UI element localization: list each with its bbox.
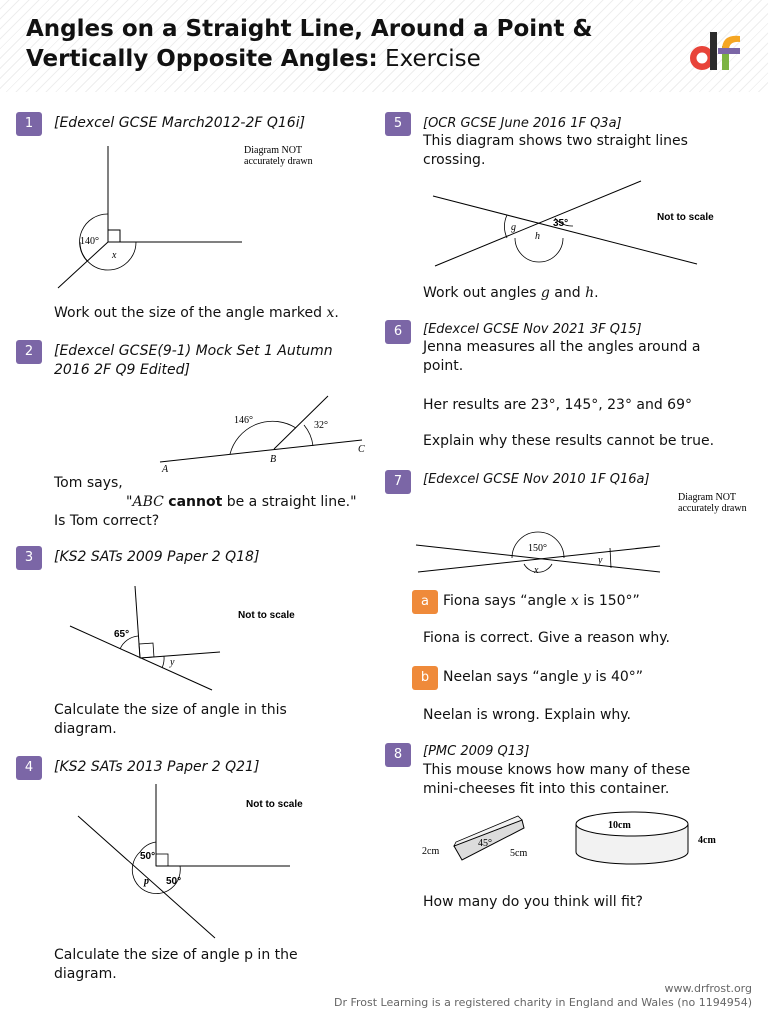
page-title bbox=[26, 14, 593, 74]
question-text: This diagram shows two straight lines bbox=[423, 133, 688, 149]
question-source: [OCR GCSE June 2016 1F Q3a] bbox=[423, 116, 622, 131]
question-text: diagram. bbox=[54, 966, 117, 982]
question-text: Is Tom correct? bbox=[54, 513, 160, 529]
question-text: point. bbox=[423, 358, 464, 374]
question-text: Explain why these results cannot be true. bbox=[423, 433, 715, 449]
angle-label: 65° bbox=[114, 629, 130, 640]
footer-url: www.drfrost.org bbox=[664, 982, 752, 995]
question-source: [Edexcel GCSE March2012-2F Q16i] bbox=[54, 115, 306, 131]
dimension-label: 2cm bbox=[422, 846, 440, 857]
question-text: Neelan says “angle y is 40°” bbox=[443, 669, 644, 685]
point-label: B bbox=[270, 454, 277, 465]
question-text: mini-cheeses fit into this container. bbox=[423, 781, 670, 797]
question-number-badge: 8 bbox=[385, 743, 411, 767]
q4-angle-diagram bbox=[70, 780, 320, 940]
angle-label: 140° bbox=[80, 236, 99, 247]
dimension-label: 5cm bbox=[510, 848, 528, 859]
question-text: How many do you think will fit? bbox=[423, 894, 643, 910]
dimension-label: 10cm bbox=[608, 820, 631, 831]
question-source: [KS2 SATs 2013 Paper 2 Q21] bbox=[54, 759, 260, 775]
x-label: x bbox=[112, 250, 117, 261]
question-text: Work out the size of the angle marked x. bbox=[54, 305, 339, 321]
question-number-badge: 3 bbox=[16, 546, 42, 570]
angle-label: 32° bbox=[314, 420, 328, 431]
angle-label: 50° bbox=[166, 876, 182, 887]
question-source: 2016 2F Q9 Edited] bbox=[54, 362, 190, 378]
q8-cheese-diagram bbox=[420, 802, 740, 880]
y-label: y bbox=[170, 657, 175, 668]
question-number-badge: 1 bbox=[16, 112, 42, 136]
question-text: Jenna measures all the angles around a bbox=[423, 339, 701, 355]
diagram-note: Not to scale bbox=[238, 610, 295, 621]
angle-label: 45° bbox=[478, 838, 492, 849]
dimension-label: 4cm bbox=[698, 835, 716, 846]
q3-angle-diagram bbox=[60, 578, 320, 698]
question-number-badge: 7 bbox=[385, 470, 411, 494]
question-text: Calculate the size of angle p in the bbox=[54, 947, 298, 963]
g-label: g bbox=[511, 222, 516, 233]
question-source: [KS2 SATs 2009 Paper 2 Q18] bbox=[54, 549, 260, 565]
question-text: "ABC cannot be a straight line." bbox=[126, 494, 357, 510]
question-text: diagram. bbox=[54, 721, 117, 737]
question-source: [Edexcel GCSE(9-1) Mock Set 1 Autumn bbox=[54, 343, 333, 359]
q5-crossing-lines-diagram bbox=[425, 176, 725, 272]
angle-label: 35° bbox=[553, 218, 569, 229]
drfrost-logo-icon bbox=[688, 28, 746, 74]
point-label: C bbox=[358, 444, 365, 455]
part-badge-a: a bbox=[412, 590, 438, 614]
question-number-badge: 5 bbox=[385, 112, 411, 136]
part-badge-b: b bbox=[412, 666, 438, 690]
question-number-badge: 2 bbox=[16, 340, 42, 364]
q1-angle-diagram bbox=[50, 138, 340, 298]
title-line-1: Angles on a Straight Line, Around a Point & bbox=[26, 16, 593, 42]
question-text: This mouse knows how many of these bbox=[423, 762, 691, 778]
angle-label: 146° bbox=[234, 415, 253, 426]
title-line-2: Vertically Opposite Angles: Exercise bbox=[26, 46, 481, 72]
point-label: A bbox=[162, 464, 169, 475]
q7-angle-diagram bbox=[410, 488, 760, 580]
diagram-note: accurately drawn bbox=[678, 503, 747, 514]
question-text: Work out angles g and h. bbox=[423, 285, 599, 301]
question-source: [Edexcel GCSE Nov 2010 1F Q16a] bbox=[423, 472, 650, 487]
question-number-badge: 4 bbox=[16, 756, 42, 780]
diagram-note: Not to scale bbox=[657, 212, 714, 223]
question-number-badge: 6 bbox=[385, 320, 411, 344]
diagram-note: Not to scale bbox=[246, 799, 303, 810]
question-source: [Edexcel GCSE Nov 2021 3F Q15] bbox=[423, 322, 642, 337]
h-label: h bbox=[535, 231, 540, 242]
question-text: Her results are 23°, 145°, 23° and 69° bbox=[423, 397, 692, 413]
q2-straight-line-diagram bbox=[150, 390, 380, 480]
question-source: [PMC 2009 Q13] bbox=[423, 744, 530, 759]
diagram-note: Diagram NOT bbox=[678, 492, 737, 503]
p-label: p bbox=[144, 876, 149, 887]
question-text: Tom says, bbox=[54, 475, 123, 491]
question-text: crossing. bbox=[423, 152, 486, 168]
x-label: x bbox=[534, 565, 539, 576]
angle-label: 50° bbox=[140, 851, 156, 862]
footer-charity: Dr Frost Learning is a registered charity in England and Wales (no 1194954) bbox=[333, 996, 752, 1009]
diagram-note: Diagram NOT bbox=[244, 145, 303, 156]
question-text: Fiona is correct. Give a reason why. bbox=[423, 630, 670, 646]
diagram-note: accurately drawn bbox=[244, 156, 313, 167]
question-text: Fiona says “angle x is 150°” bbox=[443, 593, 640, 609]
y-label: y bbox=[598, 555, 603, 566]
angle-label: 150° bbox=[528, 543, 547, 554]
question-text: Neelan is wrong. Explain why. bbox=[423, 707, 632, 723]
page-header bbox=[0, 0, 768, 92]
question-text: Calculate the size of angle in this bbox=[54, 702, 287, 718]
